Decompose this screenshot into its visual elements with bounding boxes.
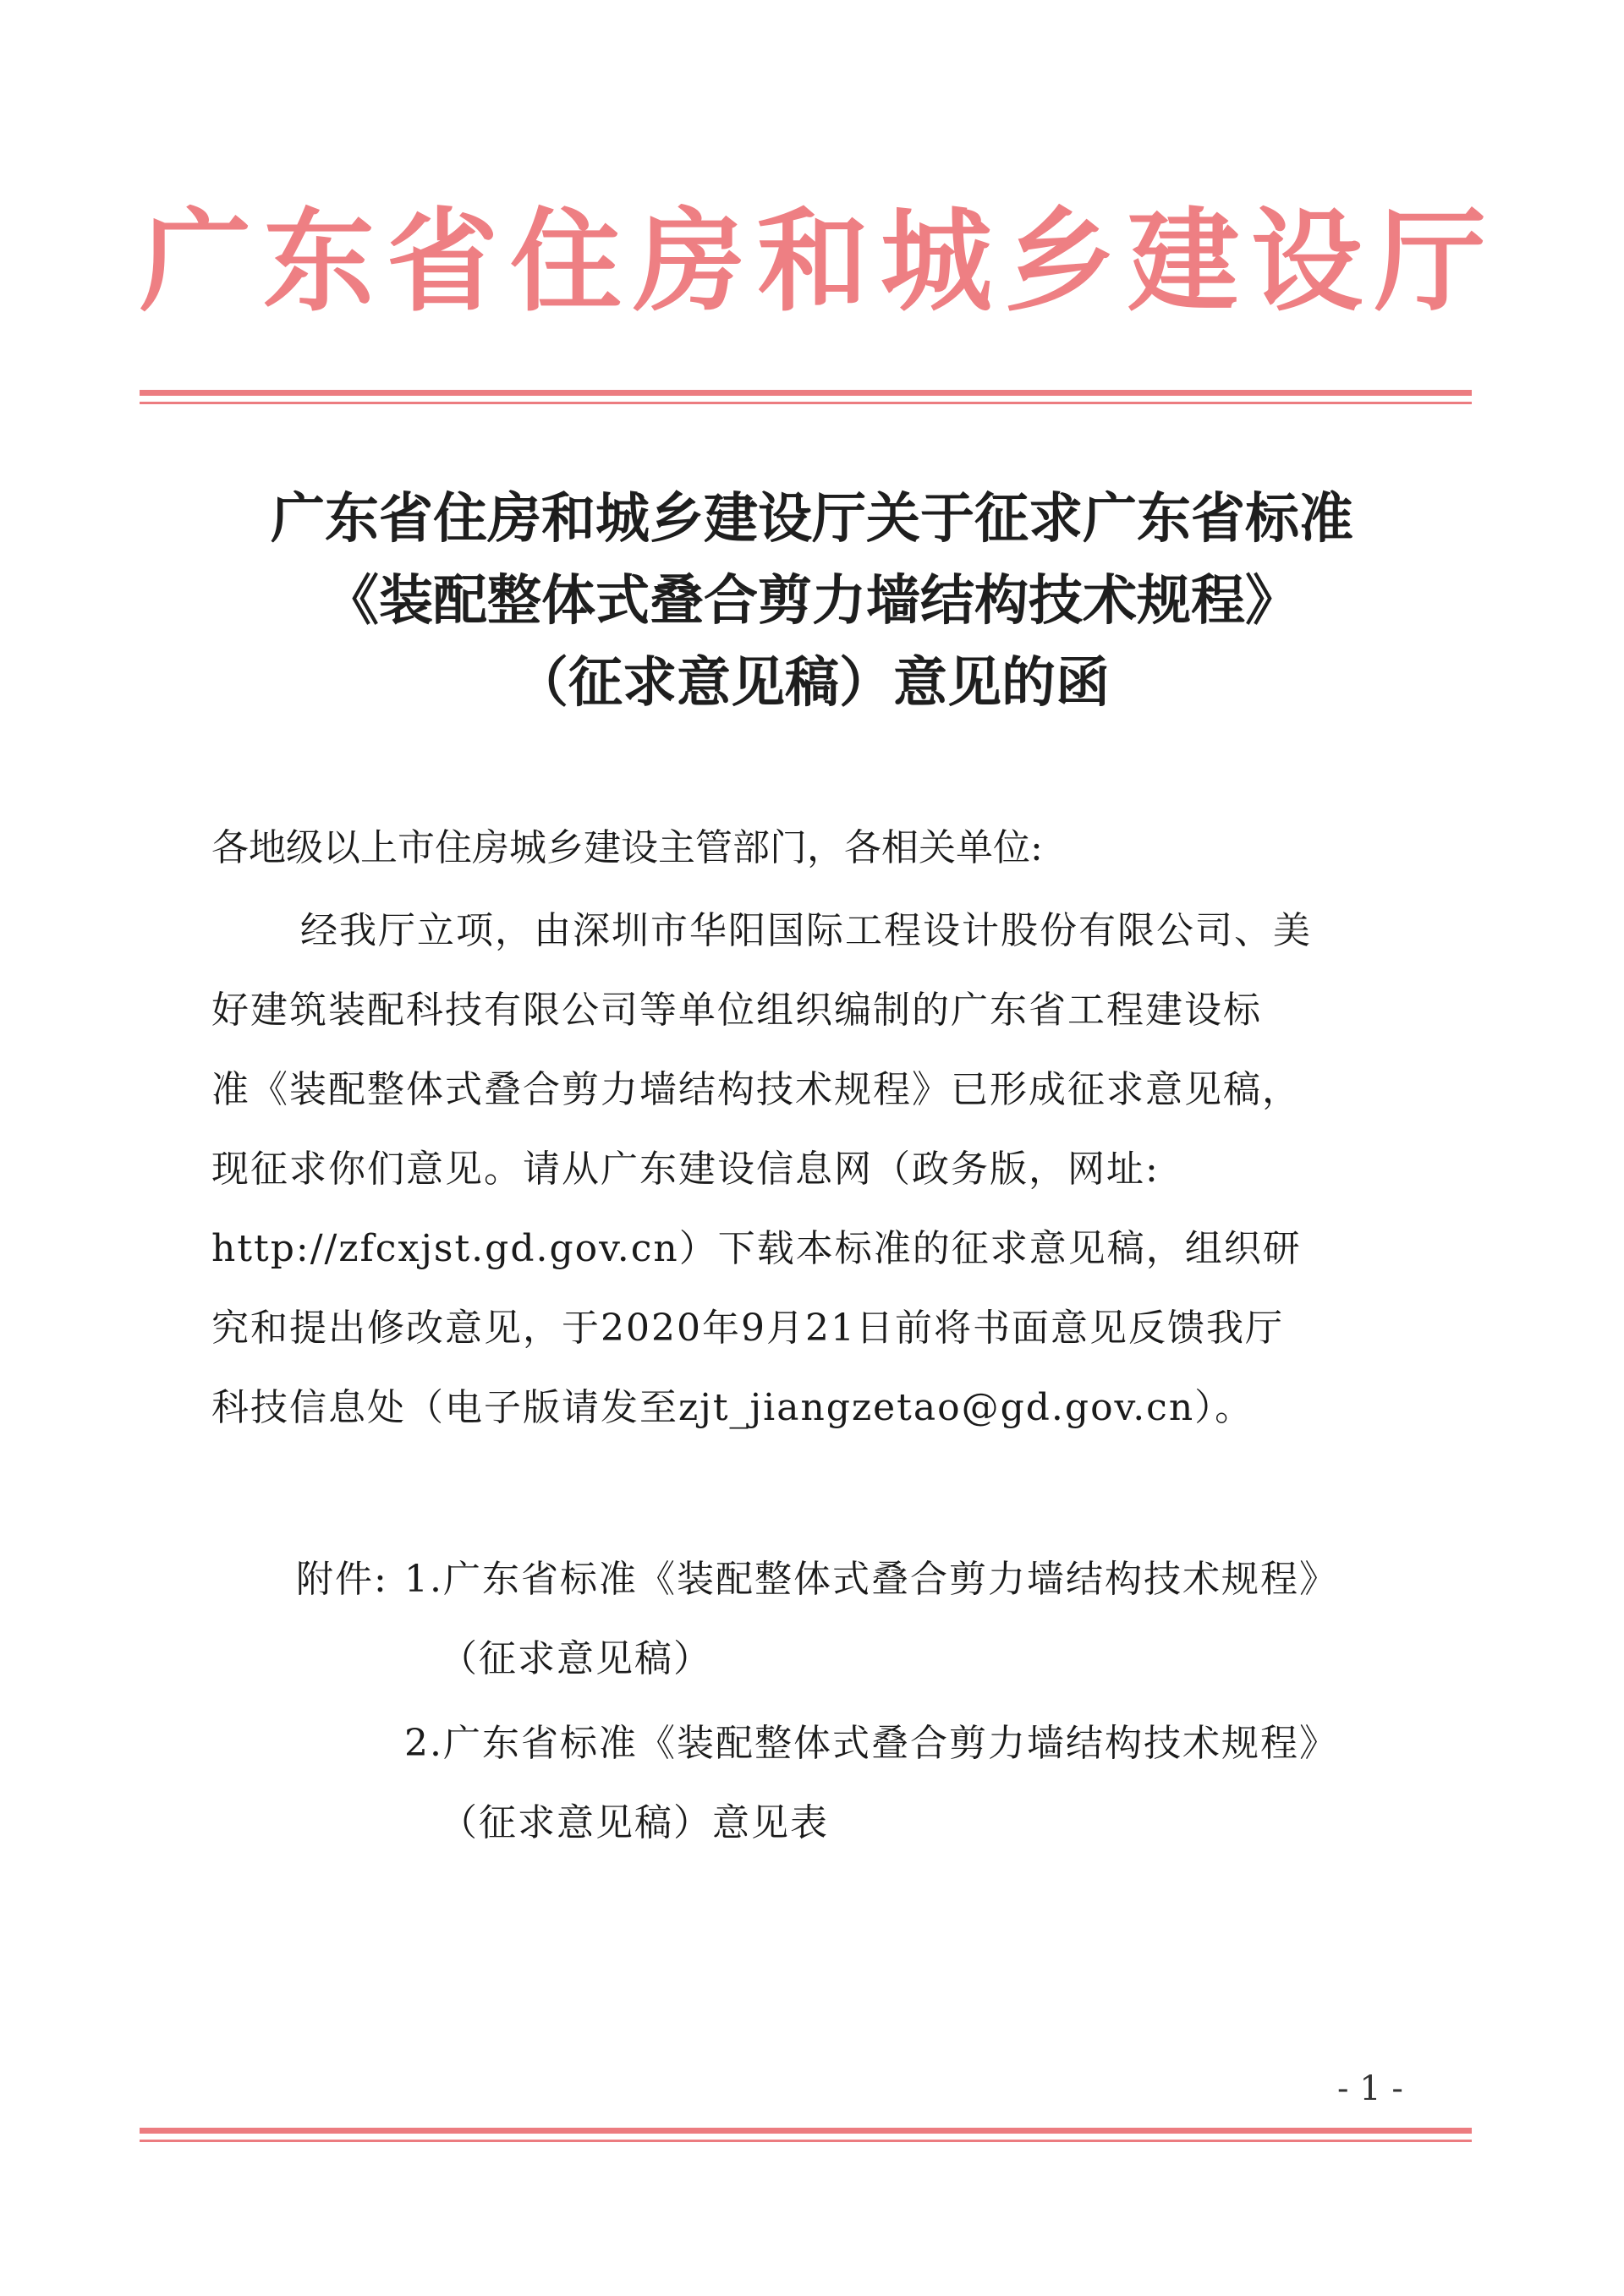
document-title bbox=[169, 478, 1455, 724]
salutation: 各地级以上市住房城乡建设主管部门，各相关单位: bbox=[211, 826, 1043, 869]
issuer-masthead: 广东省住房和城乡建设厅 bbox=[140, 196, 1498, 327]
body-line-4: 现征求你们意见。请从广东建设信息网（政务版，网址: bbox=[211, 1148, 1160, 1191]
body-line-5: http://zfcxjst.gd.gov.cn）下载本标准的征求意见稿，组织研 bbox=[211, 1227, 1302, 1270]
title-line-2: 《装配整体式叠合剪力墙结构技术规程》 bbox=[325, 569, 1299, 633]
attachment-1-line-1: 1.广东省标准《装配整体式叠合剪力墙结构技术规程》 bbox=[404, 1558, 1338, 1601]
body-line-3: 准《装配整体式叠合剪力墙结构技术规程》已形成征求意见稿， bbox=[211, 1068, 1301, 1111]
header-red-rule-thin bbox=[140, 402, 1472, 404]
title-line-3: （征求意见稿）意见的函 bbox=[514, 651, 1110, 715]
page-number: - 1 - bbox=[1337, 2069, 1403, 2108]
attachments-label: 附件: bbox=[296, 1558, 388, 1601]
footer-red-rule bbox=[140, 2128, 1472, 2134]
title-line-1: 广东省住房和城乡建设厅关于征求广东省标准 bbox=[271, 487, 1353, 551]
body-line-1: 经我厅立项，由深圳市华阳国际工程设计股份有限公司、美 bbox=[300, 909, 1312, 952]
body-line-2: 好建筑装配科技有限公司等单位组织编制的广东省工程建设标 bbox=[211, 989, 1262, 1032]
footer-red-rule-thin bbox=[140, 2140, 1472, 2142]
attachment-2-line-1: 2.广东省标准《装配整体式叠合剪力墙结构技术规程》 bbox=[404, 1722, 1338, 1765]
header-red-rule bbox=[140, 390, 1472, 396]
body-line-7: 科技信息处（电子版请发至zjt_jiangzetao@gd.gov.cn）。 bbox=[211, 1386, 1254, 1429]
body-line-6: 究和提出修改意见，于2020年9月21日前将书面意见反馈我厅 bbox=[211, 1307, 1284, 1350]
attachment-1-line-2: （征求意见稿） bbox=[440, 1637, 712, 1680]
attachment-2-line-2: （征求意见稿）意见表 bbox=[440, 1801, 829, 1844]
